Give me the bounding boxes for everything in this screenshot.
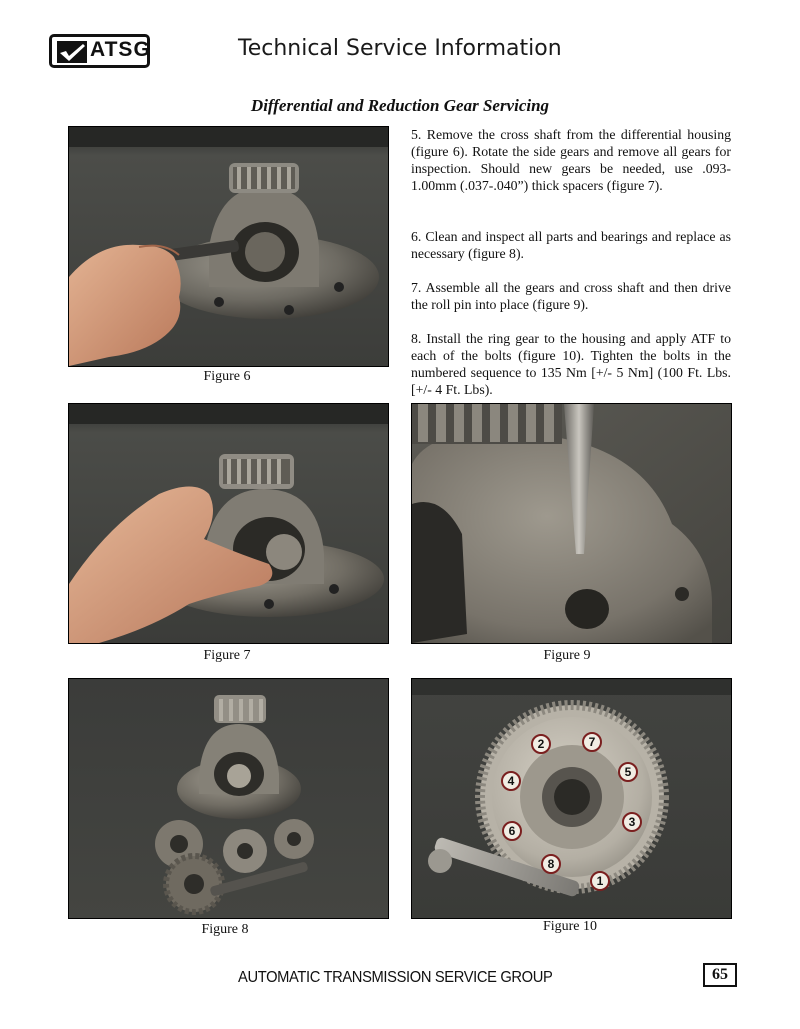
bolt-6-label: 6 bbox=[508, 824, 516, 838]
section-title: Differential and Reduction Gear Servicing bbox=[250, 96, 550, 115]
figure-8-caption: Figure 8 bbox=[201, 922, 249, 937]
figure-7-caption: Figure 7 bbox=[203, 648, 251, 663]
bolt-1-label: 1 bbox=[596, 874, 604, 888]
logo-text: ATSG bbox=[90, 38, 151, 61]
figure-6-photo bbox=[68, 126, 389, 367]
bolt-3-label: 3 bbox=[628, 815, 636, 829]
bolt-5-label: 5 bbox=[624, 765, 632, 779]
figure-8-photo bbox=[68, 678, 389, 919]
step-5-paragraph: 5. Remove the cross shaft from the differential housing (figure 6). Rotate the side gears and remove all gears for inspection. Should new gears be needed, use .093-1.00mm (.037-.040”) thick spacers (figure 7). bbox=[411, 127, 731, 193]
bolt-4-label: 4 bbox=[507, 774, 515, 788]
figure-10-photo bbox=[411, 678, 732, 919]
figure-7-photo bbox=[68, 403, 389, 644]
figure-9-photo bbox=[411, 403, 732, 644]
step-8-paragraph: 8. Install the ring gear to the housing and apply ATF to each of the bolts (figure 10). Tighten the bolts in the numbered sequence to 135 Nm [+/- 5 Nm] (100 Ft. Lbs. [+/- 4 Ft. Lbs). bbox=[411, 331, 731, 397]
logo-check-icon bbox=[57, 41, 87, 63]
bolt-8-label: 8 bbox=[547, 857, 555, 871]
page-number: 65 bbox=[703, 963, 737, 987]
bolt-2-label: 2 bbox=[537, 737, 545, 751]
page-header-title: Technical Service Information bbox=[238, 36, 562, 61]
footer-organization: AUTOMATIC TRANSMISSION SERVICE GROUP bbox=[238, 969, 553, 986]
step-6-paragraph: 6. Clean and inspect all parts and bearings and replace as necessary (figure 8). bbox=[411, 229, 731, 261]
figure-10-caption: Figure 10 bbox=[542, 919, 598, 934]
bolt-7-label: 7 bbox=[588, 735, 596, 749]
figure-6-caption: Figure 6 bbox=[203, 369, 251, 384]
step-7-paragraph: 7. Assemble all the gears and cross shaft and then drive the roll pin into place (figure 9). bbox=[411, 280, 731, 312]
figure-9-caption: Figure 9 bbox=[543, 648, 591, 663]
atsg-logo bbox=[49, 34, 150, 68]
